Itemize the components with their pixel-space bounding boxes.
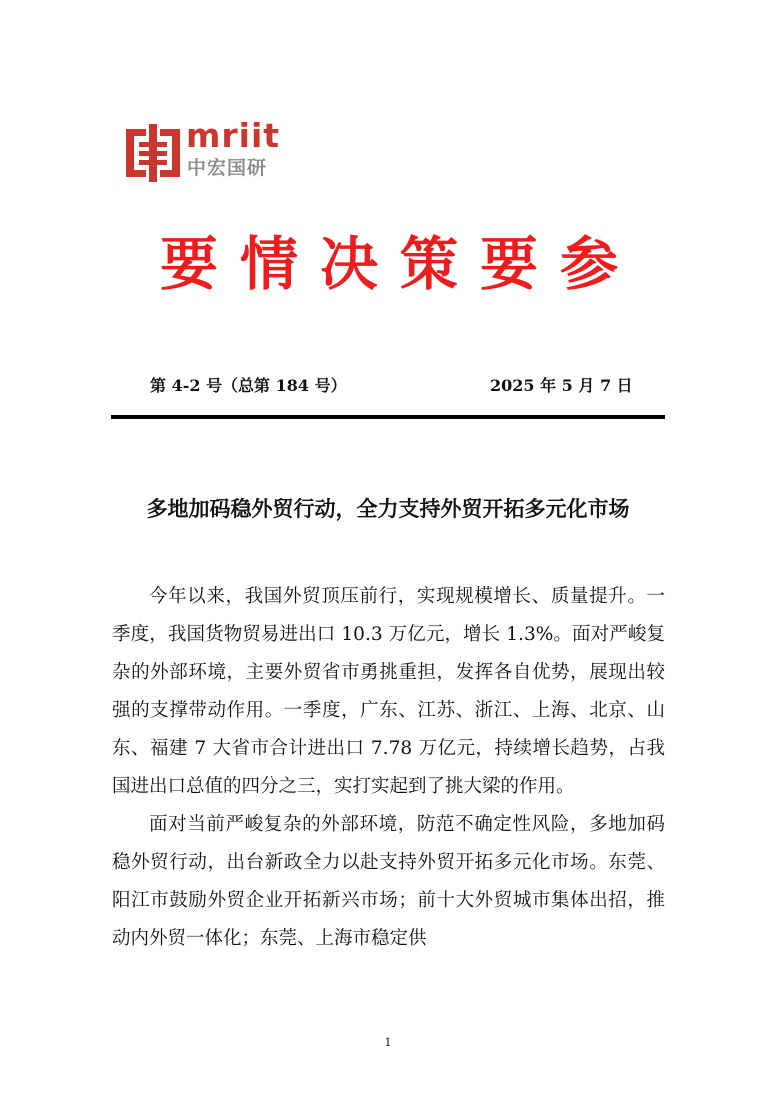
mriit-logo (126, 116, 286, 184)
article-headline: 多地加码稳外贸行动，全力支持外贸开拓多元化市场 (146, 496, 630, 521)
publication-masthead: 要情决策要参 (159, 230, 640, 298)
issue-number: 第 4-2 号（总第 184 号） (150, 376, 347, 395)
logo-chinese-name: 中宏国研 (187, 157, 268, 179)
mriit-logo-mark-icon (126, 124, 180, 182)
header-divider (111, 415, 665, 419)
page-number: 1 (384, 1036, 392, 1049)
article-paragraph: 面对当前严峻复杂的外部环境，防范不确定性风险，多地加码稳外贸行动，出台新政全力以赴支持外贸开拓多元化市场。东莞、阳江市鼓励外贸企业开拓新兴市场；前十大外贸城市集体出招，推动内外贸一体化；东莞、上海市稳定供 (112, 814, 665, 949)
publication-date: 2025 年 5 月 7 日 (490, 376, 633, 395)
article-body (112, 578, 665, 958)
article-paragraph: 今年以来，我国外贸顶压前行，实现规模增长、质量提升。一季度，我国货物贸易进出口 10.3 万亿元，增长 1.3%。面对严峻复杂的外部环境，主要外贸省市勇挑重担，发挥各自优势，展现出较强的支撑带动作用。一季度，广东、江苏、浙江、上海、北京、山东、福建 7 大省市合计进出口 7.78 万亿元，持续增长趋势，占我国进出口总值的四分之三，实打实起到了挑大梁的作用。 (112, 586, 665, 797)
logo-wordmark: mriit (186, 116, 281, 155)
